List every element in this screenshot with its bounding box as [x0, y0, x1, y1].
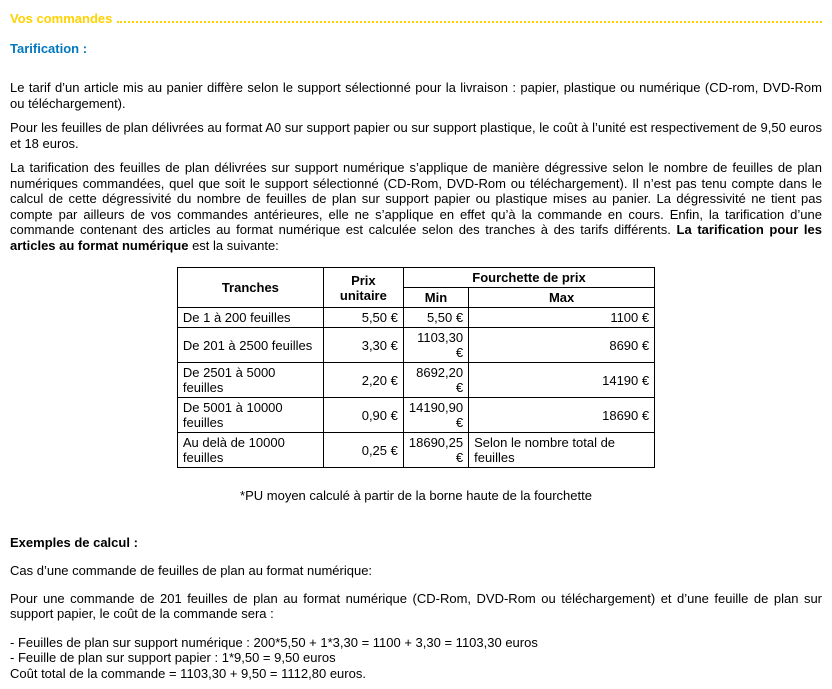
- cell-prix-unitaire: 0,90 €: [323, 398, 403, 433]
- cell-tranche: De 5001 à 10000 feuilles: [177, 398, 323, 433]
- cell-max: Selon le nombre total de feuilles: [469, 433, 655, 468]
- cell-min: 18690,25 €: [403, 433, 468, 468]
- examples-heading: Exemples de calcul :: [10, 535, 138, 550]
- header-min: Min: [403, 288, 468, 308]
- table-row: [177, 398, 654, 433]
- cell-prix-unitaire: 3,30 €: [323, 328, 403, 363]
- cell-min: 5,50 €: [403, 308, 468, 328]
- calc-line-total: Coût total de la commande = 1103,30 + 9,50 = 1112,80 euros.: [10, 665, 366, 681]
- example-intro: Cas d’une commande de feuilles de plan au format numérique:: [10, 563, 373, 578]
- table-row: [177, 363, 654, 398]
- cell-tranche: Au delà de 10000 feuilles: [177, 433, 323, 468]
- paragraph-degressivite-bold: La tarification pour les articles au format numérique: [10, 222, 823, 253]
- table-caption: *PU moyen calculé à partir de la borne haute de la fourchette: [240, 488, 592, 503]
- paragraph-degressivite-tail: est la suivante:: [188, 237, 279, 253]
- cell-max: 14190 €: [469, 363, 655, 398]
- cell-tranche: De 1 à 200 feuilles: [177, 308, 323, 328]
- header-prix-unitaire: Prix unitaire: [323, 268, 403, 308]
- calc-line-numerique: - Feuilles de plan sur support numérique : 200*5,50 + 1*3,30 = 1100 + 3,30 = 1103,30 euros: [10, 634, 538, 650]
- paragraph-papier-plastique: Pour les feuilles de plan délivrées au format A0 sur support papier ou sur support plastique, le coût à l’unité est respectivement de 9,50 euros et 18 euros.: [10, 120, 822, 151]
- page-title-row: [10, 11, 822, 26]
- paragraph-degressivite: [10, 160, 822, 253]
- cell-min: 8692,20 €: [403, 363, 468, 398]
- cell-min: 14190,90 €: [403, 398, 468, 433]
- paragraph-tarif-intro: Le tarif d’un article mis au panier diffère selon le support sélectionné pour la livraison : papier, plastique ou numérique (CD-rom, DVD-Rom ou téléchargement).: [10, 80, 822, 111]
- cell-prix-unitaire: 2,20 €: [323, 363, 403, 398]
- cell-tranche: De 201 à 2500 feuilles: [177, 328, 323, 363]
- paragraph-degressivite-text: La tarification des feuilles de plan délivrées sur support numérique s’applique de manière dégressive selon le nombre de feuilles de plan numériques commandées, quel que soit le support sélectionné (CD-Rom, DVD-Rom ou téléchargement). Il n’est pas tenu compte dans le calcul de cette dégressivité du nombre de feuilles de plan sur support papier ou plastique mises au panier. La dégressivité ne tient pas compte par ailleurs de vos commandes antérieures, elle ne s’applique en effet qu’à la commande en cours. Enfin, la tarification d’une commande contenant des articles au format numérique est calculée selon des tranches à des tarifs différents.: [10, 160, 822, 237]
- cell-max: 18690 €: [469, 398, 655, 433]
- calc-line-papier: - Feuille de plan sur support papier : 1*9,50 = 9,50 euros: [10, 650, 336, 665]
- cell-prix-unitaire: 0,25 €: [323, 433, 403, 468]
- page-title: Vos commandes: [10, 11, 113, 26]
- table-row: [177, 328, 654, 363]
- section-heading-tarification: Tarification :: [10, 41, 88, 56]
- cell-max: 1100 €: [469, 308, 655, 328]
- pricing-table: [177, 267, 655, 468]
- example-scenario: Pour une commande de 201 feuilles de plan au format numérique (CD-Rom, DVD-Rom ou téléchargement) et d’une feuille de plan sur support papier, le coût de la commande sera :: [10, 590, 822, 621]
- cell-min: 1103,30 €: [403, 328, 468, 363]
- title-dotted-rule: [117, 21, 822, 23]
- table-row: [177, 433, 654, 468]
- table-header-row-1: [177, 268, 654, 288]
- header-fourchette: Fourchette de prix: [403, 268, 654, 288]
- cell-tranche: De 2501 à 5000 feuilles: [177, 363, 323, 398]
- table-row: [177, 308, 654, 328]
- header-tranches: Tranches: [177, 268, 323, 308]
- cell-max: 8690 €: [469, 328, 655, 363]
- header-max: Max: [469, 288, 655, 308]
- calculation-block: [10, 635, 822, 682]
- cell-prix-unitaire: 5,50 €: [323, 308, 403, 328]
